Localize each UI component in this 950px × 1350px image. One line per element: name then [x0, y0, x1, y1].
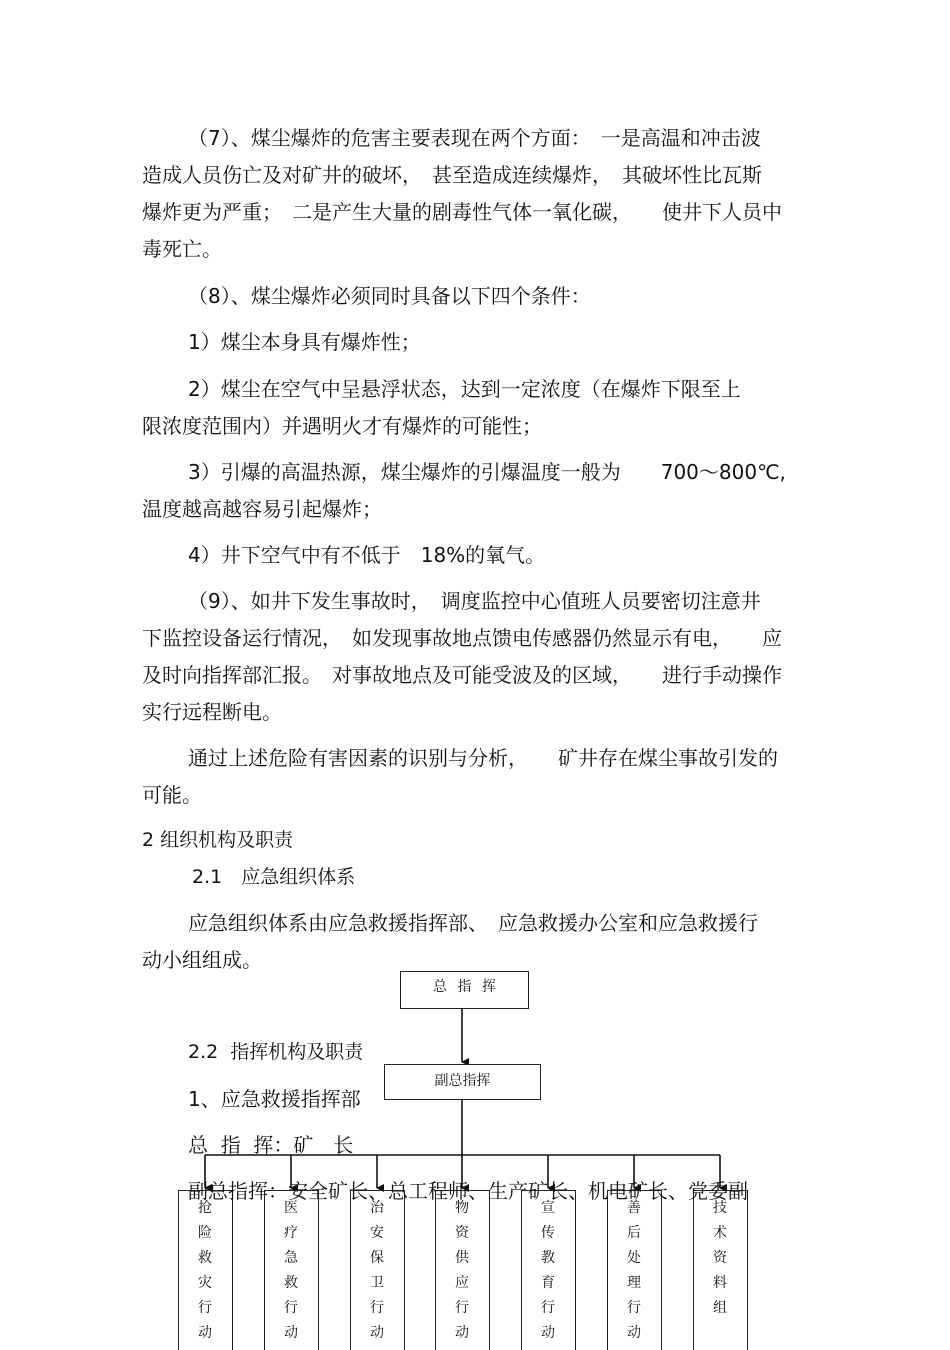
org-box-deputy-label: 副总指挥 [434, 1073, 491, 1089]
section-heading-2-1: 2.1 应急组织体系 [192, 866, 356, 888]
para-7-line-3: 爆炸更为严重； 二是产生大量的剧毒性气体一氧化碳， 使井下人员中 [142, 200, 782, 224]
para-9-line-1: （9）、如井下发生事故时， 调度监控中心值班人员要密切注意井 [188, 589, 761, 613]
condition-3-line-2: 温度越高越容易引起爆炸； [142, 497, 382, 521]
org-group-label-3: 治安保卫行动 [370, 1200, 384, 1341]
para-7-line-2: 造成人员伤亡及对矿井的破坏， 甚至造成连续爆炸， 其破坏性比瓦斯 [142, 163, 762, 187]
org-system-line-2: 动小组组成。 [142, 948, 262, 972]
condition-2-line-1: 2）煤尘在空气中呈悬浮状态，达到一定浓度（在爆炸下限至上 [188, 377, 741, 401]
condition-4: 4）井下空气中有不低于 18%的氧气。 [188, 543, 546, 567]
para-9-line-3: 及时向指挥部汇报。 对事故地点及可能受波及的区域， 进行手动操作 [142, 663, 782, 687]
command-heading: 1、应急救援指挥部 [188, 1087, 361, 1111]
conclusion-line-2: 可能。 [142, 783, 202, 807]
org-group-label-6: 善后处理行动 [627, 1200, 641, 1341]
section-heading-2: 2 组织机构及职责 [142, 829, 294, 851]
org-system-line-1: 应急组织体系由应急救援指挥部、 应急救援办公室和应急救援行 [188, 911, 758, 935]
org-group-label-4: 物资供应行动 [455, 1200, 469, 1341]
org-box-chief-label: 总 指 挥 [433, 979, 496, 995]
conclusion-line-1: 通过上述危险有害因素的识别与分析， 矿井存在煤尘事故引发的 [188, 746, 778, 770]
para-7-line-1: （7）、煤尘爆炸的危害主要表现在两个方面： 一是高温和冲击波 [188, 126, 761, 150]
org-group-label-7: 技术资料组 [713, 1200, 727, 1316]
para-8-line-1: （8）、煤尘爆炸必须同时具备以下四个条件： [188, 284, 591, 308]
deputy-commander-line: 副总指挥：安全矿长、总工程师、生产矿长、机电矿长、党委副 [188, 1179, 748, 1203]
condition-3-line-1: 3）引爆的高温热源，煤尘爆炸的引爆温度一般为 700～800℃, [188, 460, 786, 484]
para-9-line-2: 下监控设备运行情况， 如发现事故地点馈电传感器仍然显示有电， 应 [142, 626, 782, 650]
org-box-deputy [384, 1064, 541, 1100]
condition-2-line-2: 限浓度范围内）并遇明火才有爆炸的可能性； [142, 414, 542, 438]
org-group-label-5: 宣传教育行动 [541, 1200, 555, 1341]
condition-1: 1）煤尘本身具有爆炸性； [188, 330, 421, 354]
org-box-chief [400, 971, 529, 1009]
para-7-line-4: 毒死亡。 [142, 237, 222, 261]
section-heading-2-2: 2.2 指挥机构及职责 [188, 1041, 364, 1063]
chief-commander-line: 总 指 挥：矿 长 [188, 1133, 354, 1157]
para-9-line-4: 实行远程断电。 [142, 700, 282, 724]
org-group-label-1: 抢险救灾行动 [198, 1200, 212, 1341]
org-group-label-2: 医疗急救行动 [284, 1200, 298, 1341]
